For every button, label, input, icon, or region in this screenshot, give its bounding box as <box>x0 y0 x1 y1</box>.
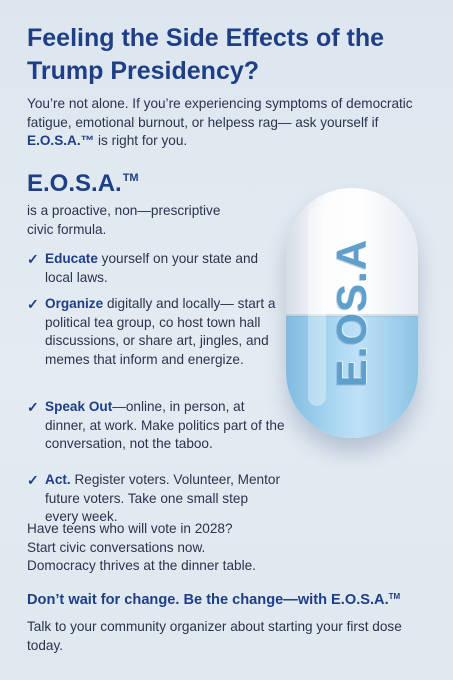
checklist-item <box>27 295 289 369</box>
checklist-item-title: Act. <box>45 472 71 487</box>
checklist-item-title: Educate <box>45 251 98 266</box>
page-title: Feeling the Side Effects of the Trump Presidency? <box>27 24 384 85</box>
checklist-item-title: Organize <box>45 296 104 311</box>
teens-paragraph <box>27 520 427 576</box>
capsule-label: E.OS.A <box>328 238 375 388</box>
teens-line: Have teens who will vote in 2028? <box>27 521 233 536</box>
cta-text: Don’t wait for change. Be the change—with E.O.S.A. <box>27 592 389 608</box>
capsule-highlight <box>308 206 326 406</box>
brand-description: is a proactive, non—prescriptive civic formula. <box>27 203 221 237</box>
checklist-item-text: yourself on your state and local laws. <box>45 251 259 285</box>
checklist-item <box>27 398 289 454</box>
checklist-item-title: Speak Out <box>45 399 113 414</box>
brand-trademark: TM <box>122 172 139 184</box>
call-to-action <box>27 592 447 608</box>
checkmark-icon: ✓ <box>27 251 39 267</box>
brand-heading <box>27 170 139 198</box>
checklist-item-text: Register voters. Volunteer, Mentor future voters. Take one small step every week. <box>45 472 280 524</box>
checklist-item <box>27 250 289 287</box>
intro-text: You’re not alone. If you’re experiencing symptoms of democratic fatigue, emotional burnout, or helpess rag— ask yourself if <box>27 96 413 130</box>
teens-line: Domocracy thrives at the dinner table. <box>27 558 256 573</box>
intro-paragraph <box>27 95 437 151</box>
intro-brand: E.O.S.A.™ <box>27 133 95 148</box>
checkmark-icon: ✓ <box>27 296 39 312</box>
teens-line: Start civic conversations now. <box>27 539 206 555</box>
brand-name: E.O.S.A. <box>27 170 122 197</box>
pill-illustration <box>286 188 418 438</box>
closing-text: Talk to your community organizer about starting your first dose today. <box>27 619 402 653</box>
checklist-item <box>27 471 285 527</box>
checklist-item-text: digitally and locally— start a political tea group, co host town hall discussions, or share art, jingles, and memes that inform and energize. <box>45 296 276 367</box>
intro-suffix: is right for you. <box>94 133 188 148</box>
capsule <box>286 188 418 438</box>
checkmark-icon: ✓ <box>27 472 39 488</box>
checkmark-icon: ✓ <box>27 399 39 415</box>
cta-trademark: TM <box>388 592 401 601</box>
checklist-item-text: —online, in person, at dinner, at work. Make politics part of the conversation, not the taboo. <box>45 399 285 451</box>
